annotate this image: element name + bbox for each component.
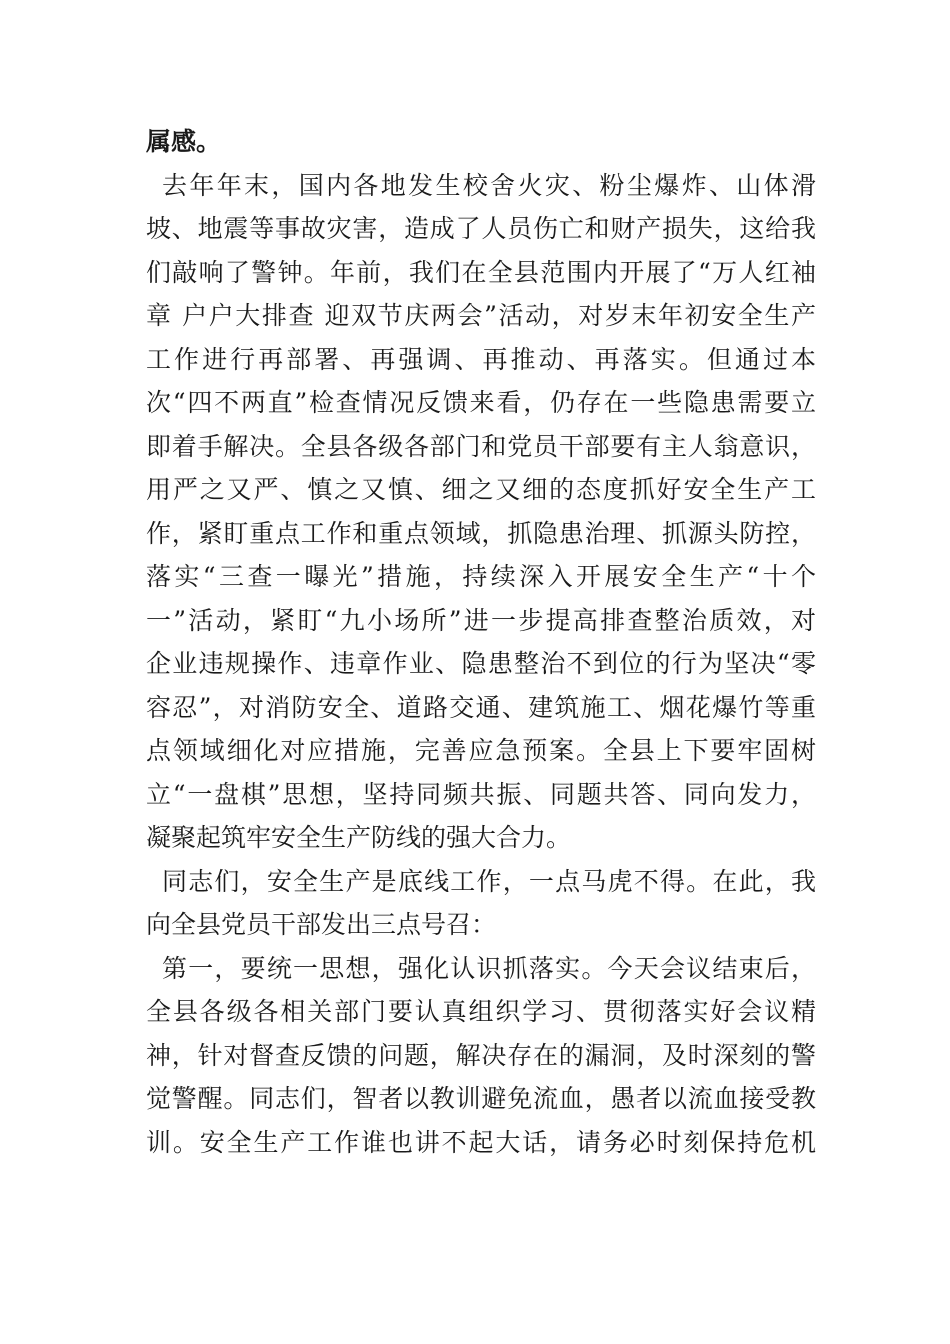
body-text [146, 120, 816, 1164]
text-line: 立“一盘棋”思想，坚持同频共振、同题共答、同向发力， [146, 779, 816, 809]
text-line: 用严之又严、慎之又慎、细之又细的态度抓好安全生产工 [146, 475, 816, 504]
text-line: 凝聚起筑牢安全生产防线的强大合力。 [146, 823, 572, 852]
text-line: 同志们，安全生产是底线工作，一点马虎不得。在此，我 [162, 866, 816, 896]
text-line: 们敲响了警钟。年前，我们在全县范围内开展了“万人红袖 [146, 257, 816, 287]
text-line: 觉警醒。同志们，智者以教训避免流血，愚者以流血接受教 [146, 1084, 816, 1113]
text-line: 即着手解决。全县各级各部门和党员干部要有主人翁意识， [146, 431, 816, 461]
text-line: 第一，要统一思想，强化认识抓落实。今天会议结束后， [162, 953, 816, 983]
text-line: 作，紧盯重点工作和重点领域，抓隐患治理、抓源头防控， [146, 518, 816, 548]
text-line: 工作进行再部署、再强调、再推动、再落实。但通过本 [146, 344, 816, 374]
text-line: 容忍”，对消防安全、道路交通、建筑施工、烟花爆竹等重 [146, 692, 816, 722]
text-line: 向全县党员干部发出三点号召： [146, 910, 497, 939]
text-line: 去年年末，国内各地发生校舍火灾、粉尘爆炸、山体滑 [162, 170, 816, 200]
text-line: 一”活动，紧盯“九小场所”进一步提高排查整治质效，对 [146, 605, 816, 635]
text-line: 神，针对督查反馈的问题，解决存在的漏洞，及时深刻的警 [146, 1040, 816, 1070]
text-line: 坡、地震等事故灾害，造成了人员伤亡和财产损失，这给我 [146, 214, 816, 243]
text-line: 落实“三查一曝光”措施，持续深入开展安全生产“十个 [146, 562, 816, 591]
text-line: 点领域细化对应措施，完善应急预案。全县上下要牢固树 [146, 736, 816, 765]
text-line: 次“四不两直”检查情况反馈来看，仍存在一些隐患需要立 [146, 388, 816, 417]
text-line: 企业违规操作、违章作业、隐患整治不到位的行为坚决“零 [146, 649, 816, 678]
text-line: 训。安全生产工作谁也讲不起大话，请务必时刻保持危机 [146, 1127, 816, 1157]
text-line: 章 户户大排查 迎双节庆两会”活动，对岁末年初安全生产 [146, 301, 816, 330]
text-line: 全县各级各相关部门要认真组织学习、贯彻落实好会议精 [146, 997, 816, 1026]
text-line: 属感。 [146, 127, 222, 156]
